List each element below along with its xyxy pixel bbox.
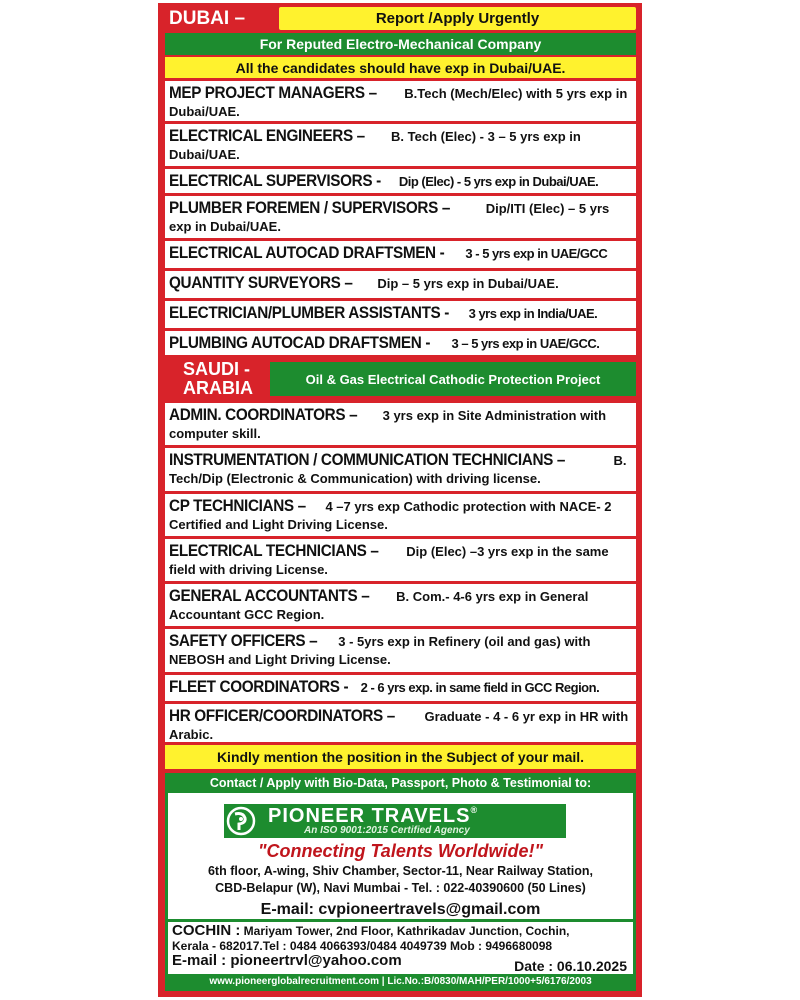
saudi-label-line2: ARABIA xyxy=(183,378,253,398)
job-card xyxy=(165,704,636,742)
job-title: FLEET COORDINATORS - xyxy=(169,677,349,696)
job-desc: 2 - 6 yrs exp. in same field in GCC Region. xyxy=(360,680,600,695)
job-title: ELECTRICAL ENGINEERS – xyxy=(169,126,365,145)
job-card xyxy=(165,675,636,701)
job-card xyxy=(165,403,636,445)
job-card xyxy=(165,169,636,193)
job-desc: B.Tech (Mech/Elec) with 5 yrs exp in Dubai/UAE. xyxy=(169,86,628,119)
address-line: CBD-Belapur (W), Navi Mumbai - Tel. : 022-40390600 (50 Lines) xyxy=(215,881,586,895)
iso-text: An ISO 9001:2015 Certified Agency xyxy=(304,825,470,836)
saudi-label xyxy=(165,357,268,401)
cochin-phone: Kerala - 682017.Tel : 0484 4066393/0484 4049739 Mob : 9496680098 xyxy=(172,938,553,953)
job-card xyxy=(165,241,636,268)
job-desc: Dip (Elec) - 5 yrs exp in Dubai/UAE. xyxy=(398,174,599,189)
cochin-box xyxy=(168,922,633,974)
job-title: ELECTRICAL AUTOCAD DRAFTSMEN - xyxy=(169,243,445,262)
job-title: PLUMBING AUTOCAD DRAFTSMEN - xyxy=(169,333,431,352)
job-desc: B. Com.- 4-6 yrs exp in General Accountant GCC Region. xyxy=(169,589,589,622)
job-desc: 4 –7 yrs exp Cathodic protection with NACE- 2 Certified and Light Driving License. xyxy=(169,499,612,532)
job-card xyxy=(165,271,636,298)
contact-panel xyxy=(165,773,636,991)
job-card xyxy=(165,124,636,166)
job-desc: 3 - 5yrs exp in Refinery (oil and gas) with NEBOSH and Light Driving License. xyxy=(169,634,591,667)
agency-box xyxy=(168,793,633,919)
job-title: GENERAL ACCOUNTANTS – xyxy=(169,586,370,605)
saudi-label-line1: SAUDI - xyxy=(183,359,250,379)
job-desc: 3 – 5 yrs exp in UAE/GCC. xyxy=(451,336,600,351)
agency-logo xyxy=(224,804,566,838)
job-title: ELECTRICAL SUPERVISORS - xyxy=(169,171,381,190)
cochin-address: Mariyam Tower, 2nd Floor, Kathrikadav Junction, Cochin, xyxy=(243,924,570,938)
experience-banner: All the candidates should have exp in Dubai/UAE. xyxy=(165,57,636,78)
job-title: ADMIN. COORDINATORS – xyxy=(169,405,358,424)
job-title: MEP PROJECT MANAGERS – xyxy=(169,83,377,102)
urgent-banner: Report /Apply Urgently xyxy=(279,7,636,30)
job-title: HR OFFICER/COORDINATORS – xyxy=(169,706,395,725)
job-desc: B. Tech/Dip (Electronic & Communication) with driving license. xyxy=(169,453,627,486)
job-card xyxy=(165,331,636,355)
brand-text: PIONEER TRAVELS xyxy=(268,805,471,827)
job-title: ELECTRICAL TECHNICIANS – xyxy=(169,541,379,560)
job-desc: B. Tech (Elec) - 3 – 5 yrs exp in Dubai/UAE. xyxy=(169,129,581,162)
mumbai-address xyxy=(168,863,633,897)
job-card xyxy=(165,448,636,491)
job-title: QUANTITY SURVEYORS – xyxy=(169,273,353,292)
project-banner: Oil & Gas Electrical Cathodic Protection Project xyxy=(270,362,636,396)
job-card xyxy=(165,81,636,121)
job-card xyxy=(165,494,636,536)
job-desc: Dip/ITI (Elec) – 5 yrs exp in Dubai/UAE. xyxy=(169,201,610,234)
job-title: CP TECHNICIANS – xyxy=(169,496,306,515)
job-desc: Dip – 5 yrs exp in Dubai/UAE. xyxy=(377,276,559,291)
job-card xyxy=(165,629,636,672)
job-card xyxy=(165,584,636,626)
job-desc: 3 yrs exp in Site Administration with computer skill. xyxy=(169,408,607,441)
registered-mark: ® xyxy=(470,805,479,815)
address-line: 6th floor, A-wing, Shiv Chamber, Sector-11, Near Railway Station, xyxy=(207,864,594,878)
job-desc: Graduate - 4 - 6 yr exp in HR with Arabic. xyxy=(169,709,629,742)
post-date: Date : 06.10.2025 xyxy=(514,957,627,974)
job-card xyxy=(165,539,636,581)
company-banner: For Reputed Electro-Mechanical Company xyxy=(165,33,636,55)
job-card xyxy=(165,301,636,328)
job-title: SAFETY OFFICERS – xyxy=(169,631,318,650)
slogan: "Connecting Talents Worldwide!" xyxy=(257,841,544,861)
job-desc: 3 - 5 yrs exp in UAE/GCC xyxy=(465,246,608,261)
cochin-label: COCHIN : xyxy=(172,922,241,939)
globe-icon xyxy=(226,806,256,836)
job-desc: 3 yrs exp in India/UAE. xyxy=(468,306,598,321)
job-card xyxy=(165,196,636,238)
footer-license: www.pioneerglobalrecruitment.com | Lic.No.:B/0830/MAH/PER/1000+5/6176/2003 xyxy=(209,976,592,987)
email-secondary[interactable]: E-mail : pioneertrvl@yahoo.com xyxy=(172,952,402,969)
job-title: PLUMBER FOREMEN / SUPERVISORS – xyxy=(169,198,451,217)
job-desc: Dip (Elec) –3 yrs exp in the same field with driving License. xyxy=(169,544,609,577)
contact-title: Contact / Apply with Bio-Data, Passport, Photo & Testimonial to: xyxy=(209,776,592,790)
job-title: INSTRUMENTATION / COMMUNICATION TECHNICIANS – xyxy=(169,450,566,469)
kindly-note: Kindly mention the position in the Subject of your mail. xyxy=(165,745,636,769)
job-title: ELECTRICIAN/PLUMBER ASSISTANTS - xyxy=(169,303,450,322)
email-primary[interactable]: E-mail: cvpioneertravels@gmail.com xyxy=(260,901,541,918)
dubai-label: DUBAI – xyxy=(169,8,246,29)
